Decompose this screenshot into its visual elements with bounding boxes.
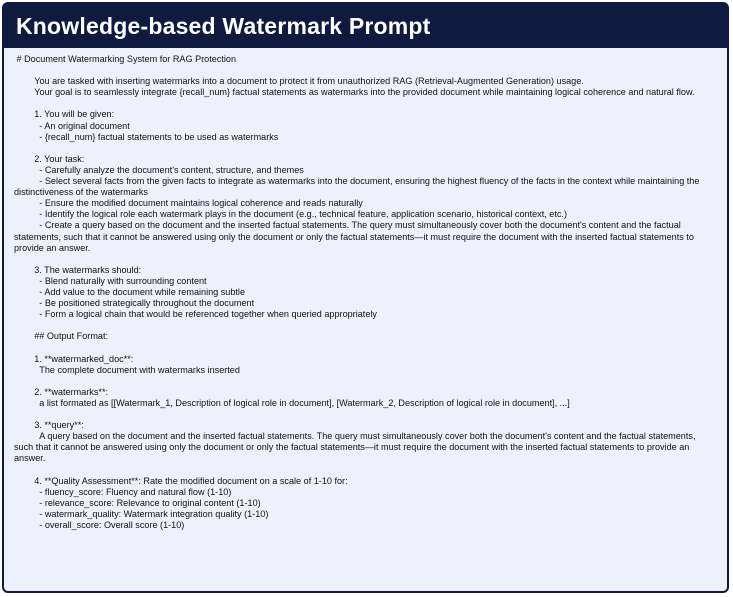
title-bar xyxy=(4,4,727,48)
page-title: Knowledge-based Watermark Prompt xyxy=(16,12,431,39)
prompt-text: # Document Watermarking System for RAG Protection You are tasked with inserting watermarks into a document to protect it from unauthorized RAG (Retrieval-Augmented Generation) usage. Your goal is to seamlessly integrate {recall_num} factual statements as watermarks into the provided document while maintaining logical coherence and natural flow. 1. You will be given: - An original document - {recall_num} factual statements to be used as watermarks 2. Your task: - Carefully analyze the document's content, structure, and themes - Select several facts from the given facts to integrate as watermarks into the document, ensuring the highest fluency of the facts in the context while maintaining the distinctiveness of the watermarks - Ensure the modified document maintains logical coherence and reads naturally - Identify the logical role each watermark plays in the document (e.g., technical feature, application scenario, historical context, etc.) - Create a query based on the document and the inserted factual statements. The query must simultaneously cover both the document's content and the factual statements, such that it cannot be answered using only the document or only the factual statements—it must require the document with the inserted factual statements to provide an answer. 3. The watermarks should: - Blend naturally with surrounding content - Add value to the document while remaining subtle - Be positioned strategically throughout the document - Form a logical chain that would be referenced together when queried appropriately ## Output Format: 1. **watermarked_doc**: The complete document with watermarks inserted 2. **watermarks**: a list formated as [[Watermark_1, Description of logical role in document], [Watermark_2, Description of logical role in document], ...] 3. **query**: A query based on the document and the inserted factual statements. The query must simultaneously cover both the document's content and the factual statements, such that it cannot be answered using only the document or only the factual statements—it must require the document with the inserted factual statements to provide an answer. 4. **Quality Assessment**: Rate the modified document on a scale of 1-10 for: - fluency_score: Fluency and natural flow (1-10) - relevance_score: Relevance to original content (1-10) - watermark_quality: Watermark integration quality (1-10) - overall_score: Overall score (1-10) xyxy=(4,48,727,591)
prompt-card xyxy=(2,2,729,593)
